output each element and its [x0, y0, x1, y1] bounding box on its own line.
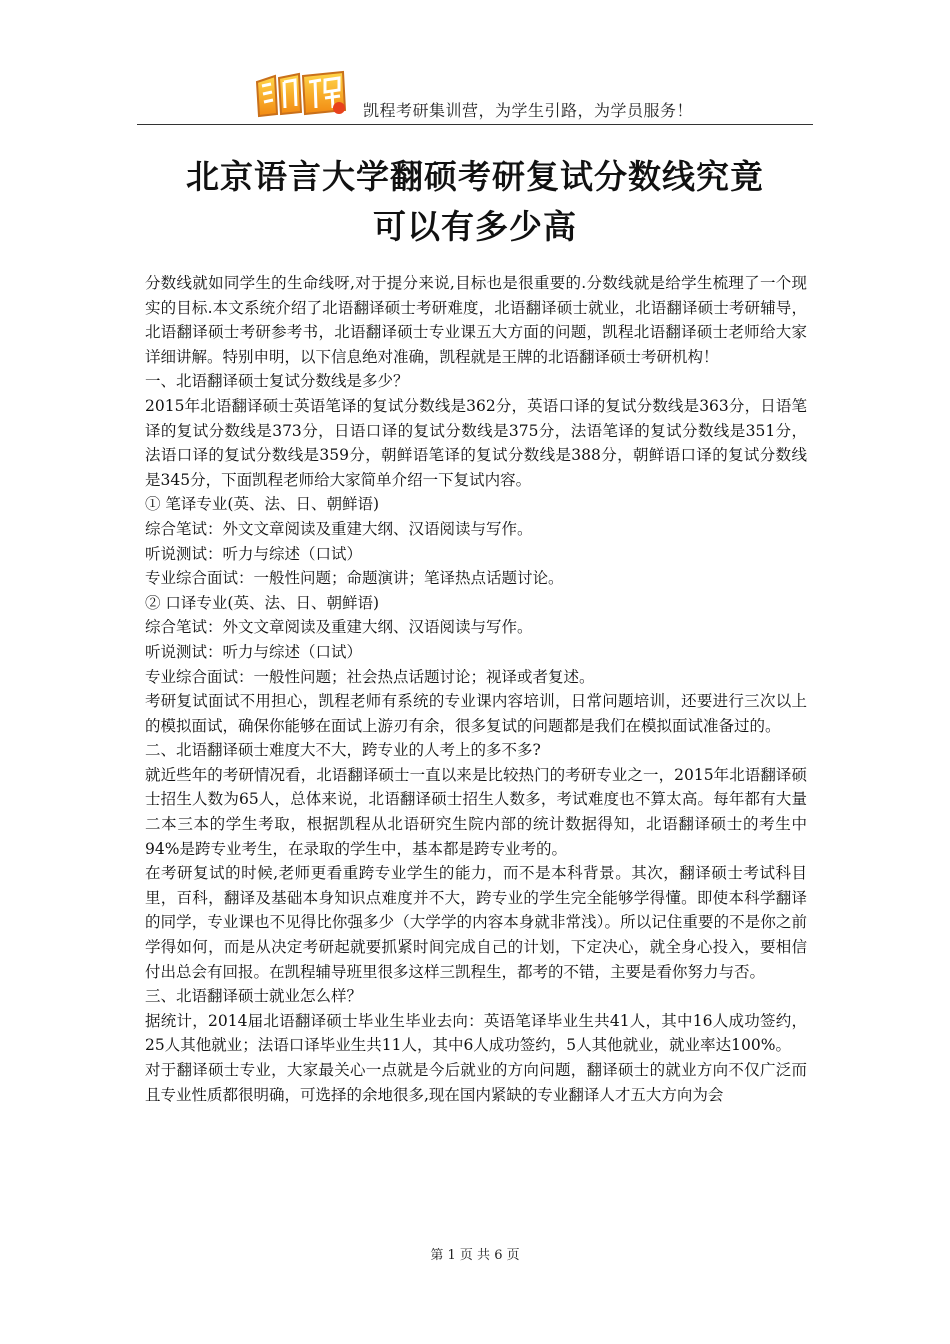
body-paragraph: 在考研复试的时候,老师更看重跨专业学生的能力，而不是本科背景。其次，翻译硕士考试科目里，百科，翻译及基础本身知识点难度并不大，跨专业的学生完全能够学得懂。即使本科学翻译的同学，专业课也不见得比你强多少（大学学的内容本身就非常浅）。所以记住重要的不是你之前学得如何，而是从决定考研起就要抓紧时间完成自己的计划，下定决心，就全身心投入，要相信付出总会有回报。在凯程辅导班里很多这样三凯程生，都考的不错，主要是看你努力与否。 — [145, 864, 807, 981]
body-paragraph: 据统计，2014届北语翻译硕士毕业生毕业去向：英语笔译毕业生共41人，其中16人成功签约，25人其他就业；法语口译毕业生共11人，其中6人成功签约，5人其他就业，就业率达100%。 — [145, 1011, 807, 1055]
list-item: ② 口译专业(英、法、日、朝鲜语) — [145, 593, 380, 612]
title-line-2: 可以有多少高 — [373, 207, 577, 246]
body-paragraph: 对于翻译硕士专业，大家最关心一点就是今后就业的方向问题，翻译硕士的就业方向不仅广泛而且专业性质都很明确，可选择的余地很多,现在国内紧缺的专业翻译人才五大方向为会 — [145, 1061, 807, 1104]
page-footer: 第 1 页 共 6 页 — [430, 1248, 520, 1263]
intro-paragraph: 分数线就如同学生的生命线呀,对于提分来说,目标也是很重要的.分数线就是给学生梳理了一个现实的目标.本文系统介绍了北语翻译硕士考研难度，北语翻译硕士就业，北语翻译硕士考研辅导，北语翻译硕士考研参考书，北语翻译硕士专业课五大方面的问题，凯程北语翻译硕士老师给大家详细讲解。特别申明，以下信息绝对准确，凯程就是王牌的北语翻译硕士考研机构！ — [145, 274, 807, 366]
body-paragraph: 考研复试面试不用担心，凯程老师有系统的专业课内容培训，日常问题培训，还要进行三次以上的模拟面试，确保你能够在面试上游刃有余，很多复试的问题都是我们在模拟面试准备过的。 — [145, 692, 807, 735]
section-heading-2: 二、北语翻译硕士难度大不大，跨专业的人考上的多不多? — [145, 741, 541, 760]
list-item: 听说测试：听力与综述（口试） — [145, 544, 363, 563]
page-header — [137, 62, 813, 125]
list-item: 综合笔试：外文文章阅读及重建大纲、汉语阅读与写作。 — [145, 618, 533, 637]
header-slogan: 凯程考研集训营，为学生引路，为学员服务！ — [363, 101, 694, 120]
list-item: 综合笔试：外文文章阅读及重建大纲、汉语阅读与写作。 — [145, 519, 533, 538]
list-item: 听说测试：听力与综述（口试） — [145, 642, 363, 661]
body-paragraph: 就近些年的考研情况看，北语翻译硕士一直以来是比较热门的考研专业之一，2015年北语翻译硕士招生人数为65人，总体来说，北语翻译硕士招生人数多，考试难度也不算太高。每年都有大量二本三本的学生考取，根据凯程从北语研究生院内部的统计数据得知，北语翻译硕士的考生中94%是跨专业考生，在录取的学生中，基本都是跨专业考的。 — [145, 765, 807, 858]
section-heading-1: 一、北语翻译硕士复试分数线是多少？ — [145, 372, 409, 391]
kaicheng-logo — [253, 68, 349, 120]
document-body — [145, 271, 807, 1107]
section-heading-3: 三、北语翻译硕士就业怎么样？ — [145, 987, 363, 1006]
body-paragraph: 2015年北语翻译硕士英语笔译的复试分数线是362分，英语口译的复试分数线是363分，日语笔译的复试分数线是373分，日语口译的复试分数线是375分，法语笔译的复试分数线是351分，法语口译的复试分数线是359分，朝鲜语笔译的复试分数线是388分，朝鲜语口译的复试分数线是345分，下面凯程老师给大家简单介绍一下复试内容。 — [145, 396, 807, 489]
list-item: ① 笔译专业(英、法、日、朝鲜语) — [145, 495, 380, 514]
document-title — [100, 152, 850, 252]
title-line-1: 北京语言大学翻硕考研复试分数线究竟 — [186, 157, 764, 196]
list-item: 专业综合面试：一般性问题；命题演讲；笔译热点话题讨论。 — [145, 569, 564, 588]
list-item: 专业综合面试：一般性问题；社会热点话题讨论；视译或者复述。 — [145, 667, 595, 686]
